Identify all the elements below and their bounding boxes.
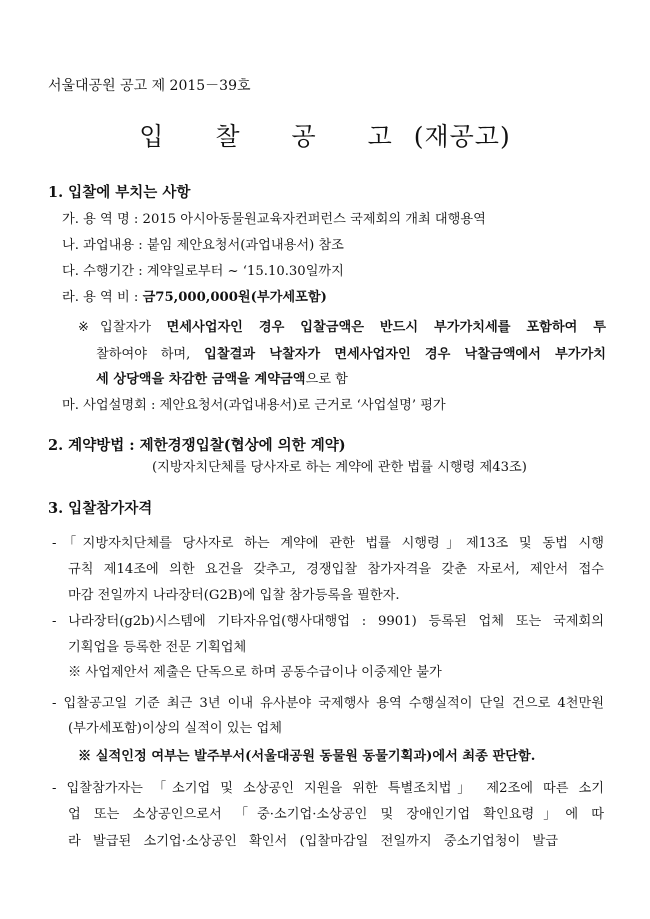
qualification-4-line1: - 입찰참가자는 「소기업 및 소상공인 지원을 위한 특별조치법」 제2조에 따른 소기 [52, 781, 604, 796]
budget-value: 금75,000,000원(부가세포함) [142, 290, 327, 305]
document-title [0, 120, 650, 154]
qualification-3-note: ※ 실적인정 여부는 발주부서(서울대공원 동물원 동물기획과)에서 최종 판단함. [78, 749, 536, 764]
qualification-3-line1: - 입찰공고일 기준 최근 3년 이내 유사분야 국제행사 용역 수행실적이 단일 건으로 4천만원 [52, 696, 604, 711]
title-main: 입 찰 공 고 [139, 122, 414, 151]
qualification-3-line2: (부가세포함)이상의 실적이 있는 업체 [68, 721, 282, 736]
tax-note-line2: 찰하여야 하며, 입찰결과 낙찰자가 면세사업자인 경우 낙찰금액에서 부가가치 [96, 347, 607, 362]
qualification-2-line2: 기획업을 등록한 전문 기획업체 [68, 640, 247, 655]
contract-legal-basis: (지방자치단체를 당사자로 하는 계약에 관한 법률 시행령 제43조) [152, 460, 527, 475]
tax-note-line3: 세 상당액을 차감한 금액을 계약금액으로 함 [96, 372, 348, 387]
section1-heading: 1. 입찰에 부치는 사항 [48, 184, 191, 201]
note-mark: ※ [78, 320, 90, 335]
qualification-1-line3: 마감 전일까지 나라장터(G2B)에 입찰 참가등록을 필한자. [68, 588, 400, 603]
tax-note-line1: 입찰자가 면세사업자인 경우 입찰금액은 반드시 부가가치세를 포함하여 투 [100, 320, 606, 335]
item-service-name: 가. 용 역 명 : 2015 아시아동물원교육자컨퍼런스 국제회의 개최 대행용역 [62, 212, 486, 227]
notice-number: 서울대공원 공고 제 2015－39호 [48, 78, 251, 94]
item-budget [62, 289, 327, 307]
qualification-2-note: ※ 사업제안서 제출은 단독으로 하며 공동수급이나 이중제안 불가 [68, 665, 442, 680]
item-period: 다. 수행기간 : 계약일로부터 ~ ‘15.10.30일까지 [62, 264, 344, 279]
budget-label: 라. 용 역 비 : [62, 290, 143, 305]
section3-heading: 3. 입찰참가자격 [48, 500, 153, 517]
item-task-content: 나. 과업내용 : 붙임 제안요청서(과업내용서) 참조 [62, 238, 344, 253]
title-suffix: (재공고) [413, 122, 511, 151]
item-briefing: 마. 사업설명회 : 제안요청서(과업내용서)로 근거로 ‘사업설명’ 평가 [62, 398, 446, 413]
qualification-1-line1: -「지방자치단체를 당사자로 하는 계약에 관한 법률 시행령」제13조 및 동법 시행 [52, 536, 604, 551]
qualification-4-line2: 업 또는 소상공인으로서 「중·소기업·소상공인 및 장애인기업 확인요령」에 따 [68, 807, 604, 822]
section2-heading: 2. 계약방법 : 제한경쟁입찰(협상에 의한 계약) [48, 437, 346, 454]
qualification-4-line3: 라 발급된 소기업·소상공인 확인서 (입찰마감일 전일까지 중소기업청이 발급 [68, 834, 558, 849]
qualification-1-line2: 규칙 제14조에 의한 요건을 갖추고, 경쟁입찰 참가자격을 갖춘 자로서, 제안서 접수 [68, 562, 604, 577]
qualification-2-line1: - 나라장터(g2b)시스템에 기타자유업(행사대행업 : 9901) 등록된 업체 또는 국제회의 [52, 614, 604, 629]
